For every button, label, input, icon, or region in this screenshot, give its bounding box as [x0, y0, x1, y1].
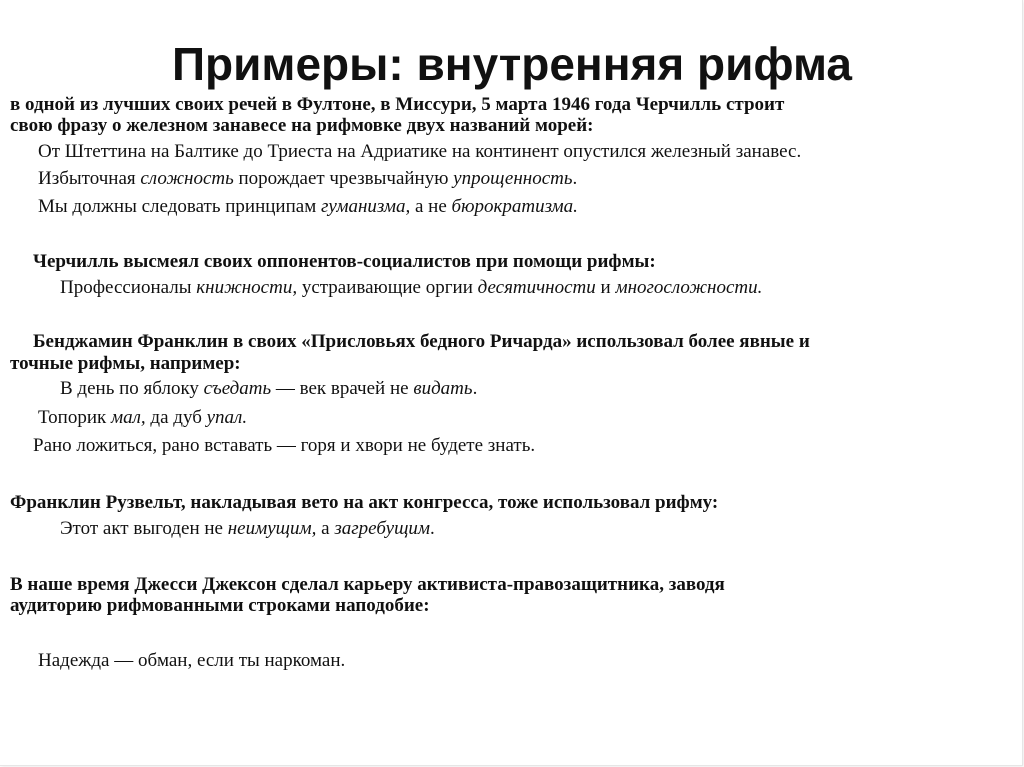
text-segment: Рано ложиться, рано вставать — горя и хвори не будете знать. [33, 435, 536, 456]
text-segment: — век врачей не [271, 378, 414, 399]
rhyme-word: съедать [203, 378, 272, 399]
example-line [38, 168, 577, 190]
heading-line: аудиторию рифмованными строками наподобие: [10, 595, 430, 616]
example-line [38, 650, 345, 672]
rhyme-word: многосложности. [615, 277, 763, 298]
text-segment: Избыточная [38, 168, 141, 189]
text-segment: да дуб [145, 407, 207, 428]
rhyme-word: упал. [206, 407, 248, 428]
text-segment: устраивающие оргии [297, 277, 478, 298]
slide-title: Примеры: внутренняя рифма [171, 38, 852, 90]
heading-line: точные рифмы, например: [10, 353, 241, 374]
text-segment: Надежда — обман, если ты наркоман. [38, 650, 346, 671]
example-line [60, 277, 762, 299]
text-segment: . [572, 168, 578, 189]
example-line [38, 141, 801, 163]
example-line [38, 196, 578, 218]
rhyme-word: видать [413, 378, 473, 399]
rhyme-word: десятичности [477, 277, 596, 298]
example-line [33, 435, 535, 457]
text-segment: порождает чрезвычайную [233, 168, 454, 189]
rhyme-word: упрощенность [453, 168, 573, 189]
heading-line: Франклин Рузвельт, накладывая вето на акт конгресса, тоже использовал рифму: [10, 492, 719, 513]
heading-line: Черчилль высмеял своих оппонентов-социалистов при помощи рифмы: [33, 251, 656, 272]
rhyme-word: мал, [111, 407, 146, 428]
heading-line: В наше время Джесси Джексон сделал карьеру активиста-правозащитника, заводя [10, 574, 725, 595]
text-segment: а [316, 518, 335, 539]
example-line [60, 378, 477, 400]
text-segment: Топорик [38, 407, 111, 428]
rhyme-word: загребущим [334, 518, 431, 539]
text-segment: Этот акт выгоден не [60, 518, 228, 539]
rhyme-word: бюрократизма. [451, 196, 578, 217]
rhyme-word: неимущим, [227, 518, 317, 539]
text-segment: В день по яблоку [60, 378, 204, 399]
rhyme-word: сложность [140, 168, 234, 189]
example-line [38, 407, 247, 429]
rhyme-word: гуманизма, [320, 196, 411, 217]
text-segment: От Штеттина на Балтике до Триеста на Адриатике на континент опустился железный занавес. [38, 141, 802, 162]
text-segment: Профессионалы [60, 277, 197, 298]
example-line [60, 518, 435, 540]
rhyme-word: книжности, [196, 277, 298, 298]
heading-line: в одной из лучших своих речей в Фултоне, в Миссури, 5 марта 1946 года Черчилль строит [10, 94, 785, 115]
text-segment: и [595, 277, 616, 298]
heading-line: свою фразу о железном занавесе на рифмовке двух названий морей: [10, 115, 594, 136]
text-segment: Мы должны следовать принципам [38, 196, 321, 217]
text-segment: . [430, 518, 435, 539]
text-segment: . [472, 378, 478, 399]
heading-line: Бенджамин Франклин в своих «Присловьях бедного Ричарда» использовал более явные и [33, 331, 810, 352]
text-segment: а не [410, 196, 452, 217]
